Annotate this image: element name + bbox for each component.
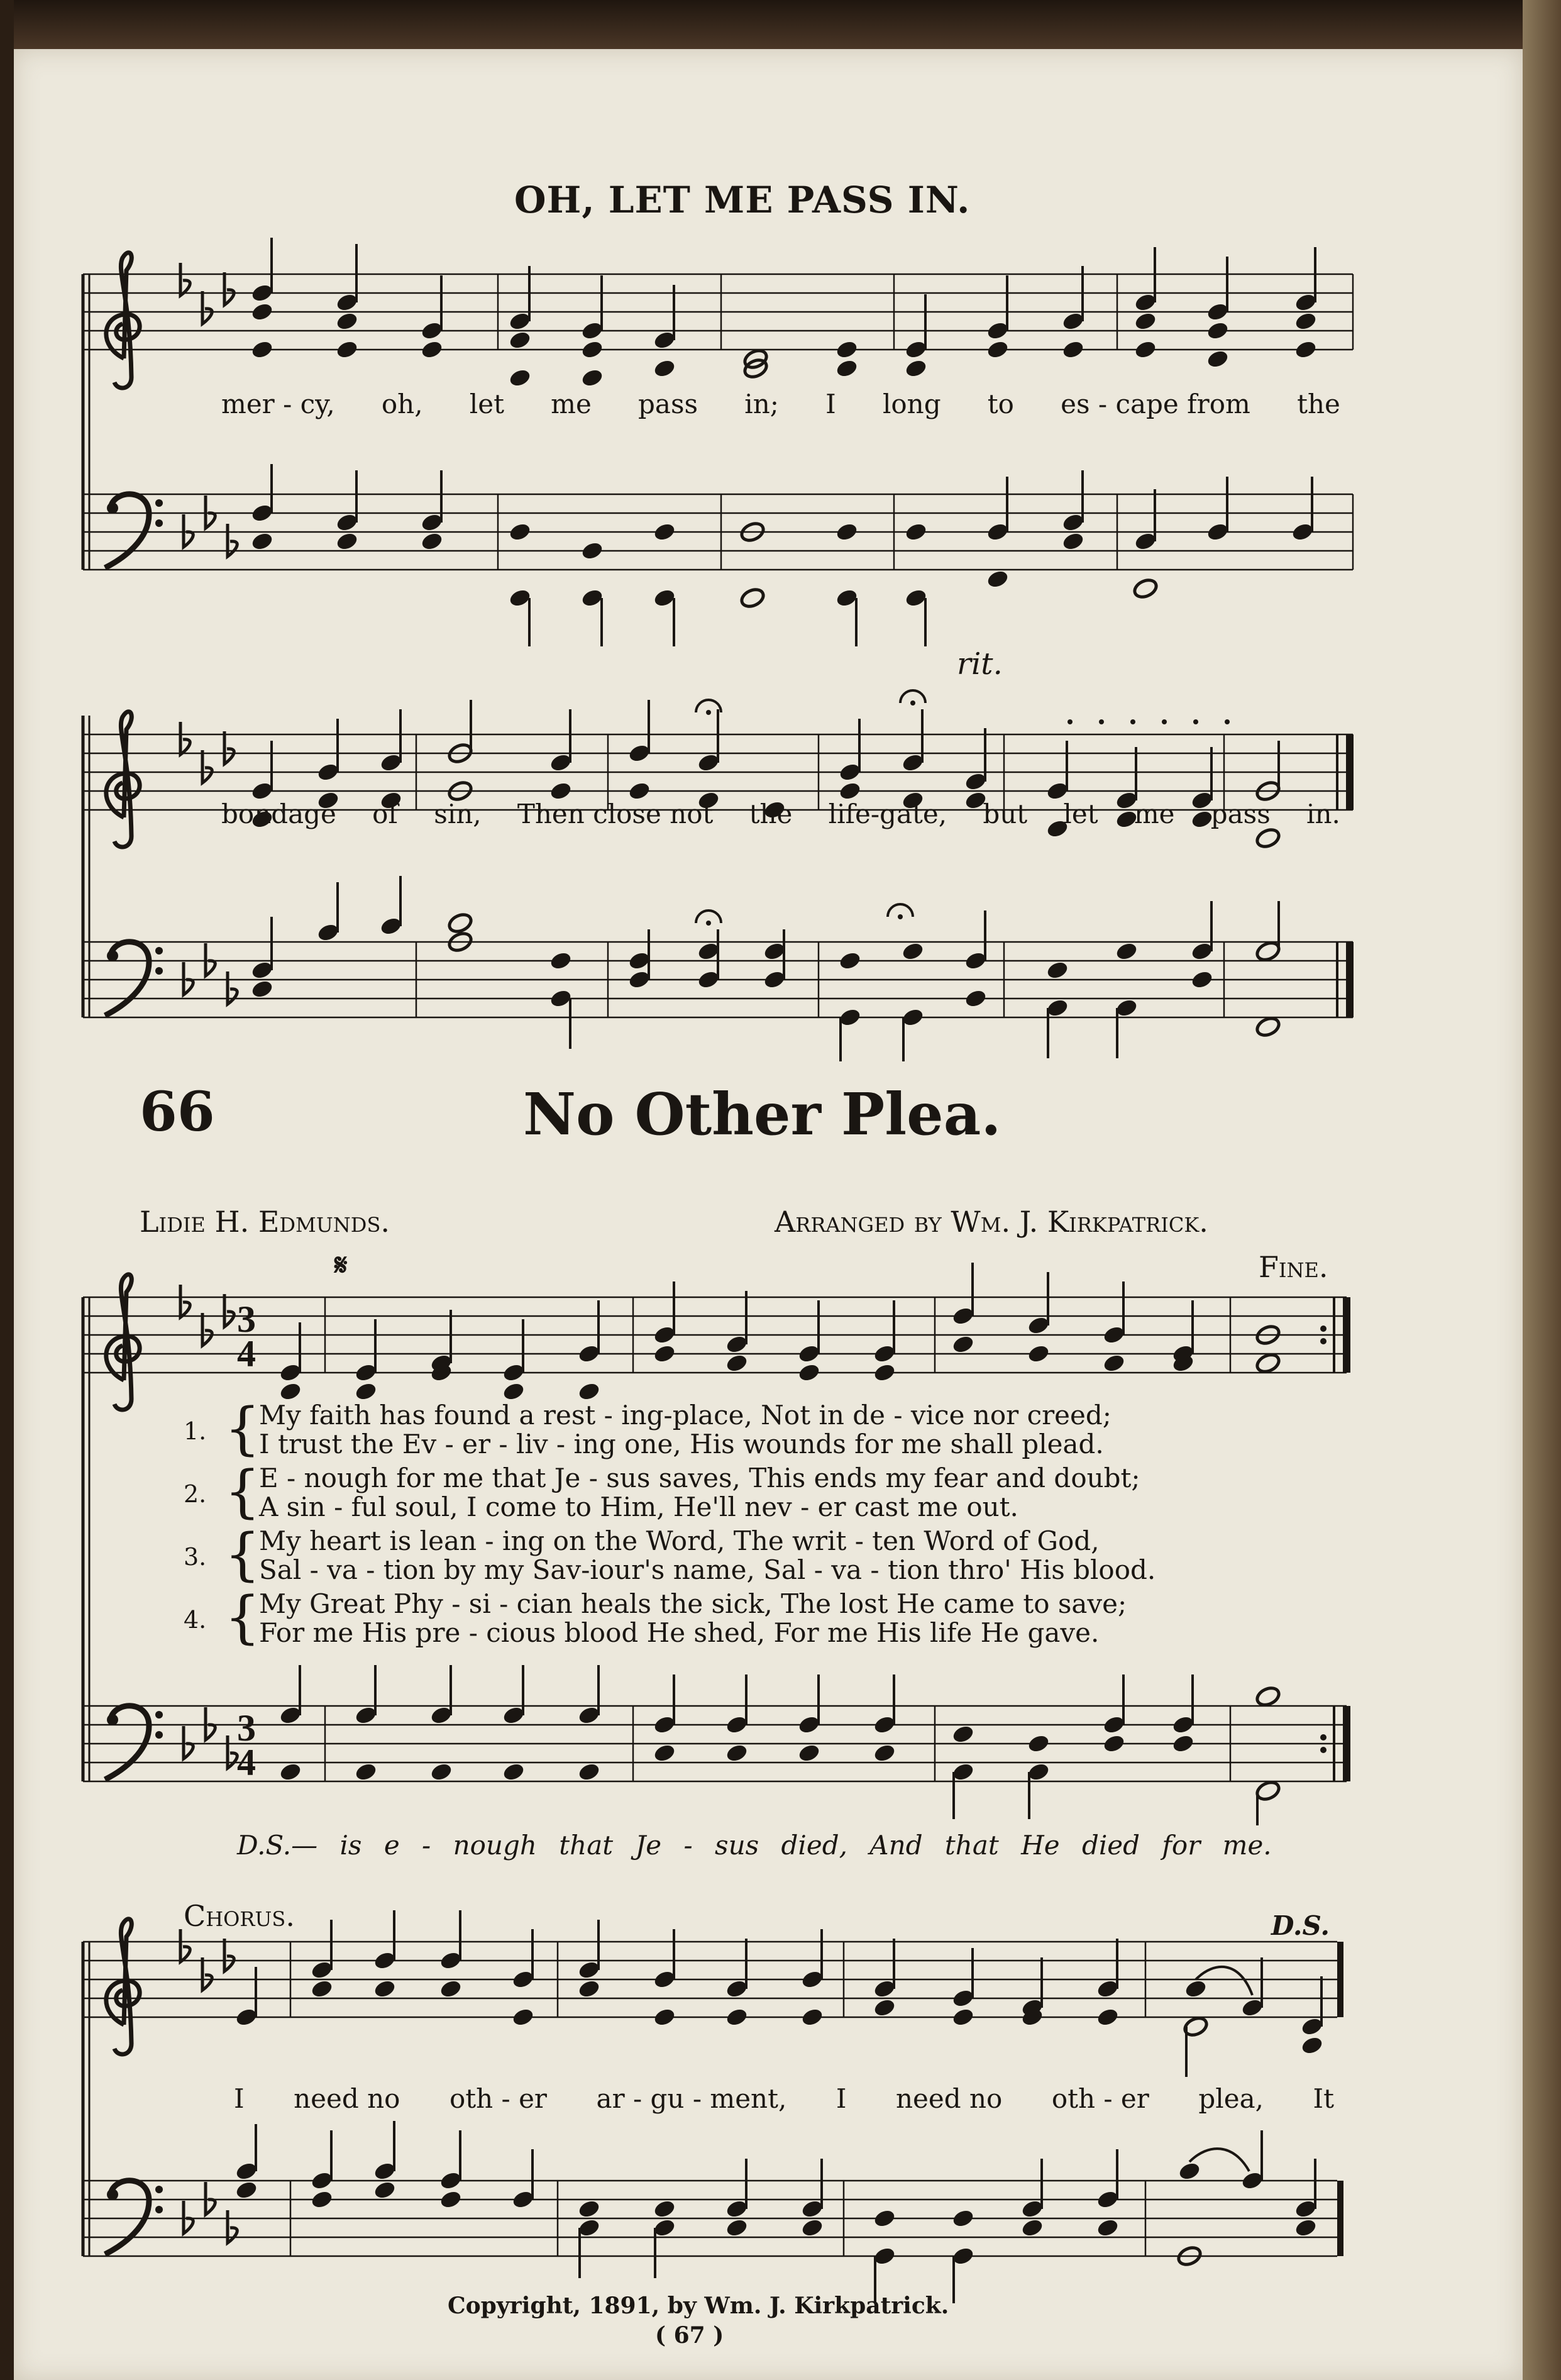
- verse-brace: {: [224, 1396, 261, 1462]
- rit-marking: rit.: [957, 646, 1003, 682]
- verse-line: I trust the Ev - er - liv - ing one, His wounds for me shall plead.: [259, 1429, 1104, 1459]
- verse-number: 4.: [184, 1606, 207, 1634]
- system-1: [83, 238, 1353, 646]
- ds-lyric-line: D.S.— is e - nough that Je - sus died, And that He died for me.: [237, 1830, 1272, 1861]
- verse-line: My faith has found a rest - ing-place, Not in de - vice nor creed;: [259, 1400, 1111, 1431]
- chorus-lyric-line: I need no oth - er ar - gu - ment, I need no oth - er plea, It: [234, 2083, 1334, 2114]
- hymn2-title: No Other Plea.: [523, 1080, 1001, 1148]
- hymnal-page: [14, 49, 1523, 2380]
- hymn1-lyric-line2: bondage of sin, Then close not the life-gate, but let me pass in.: [221, 799, 1340, 829]
- fine-marking: Fine.: [1259, 1250, 1328, 1284]
- hymn2-arranger: Arranged by Wm. J. Kirkpatrick.: [775, 1205, 1208, 1239]
- book-top-edge: [0, 0, 1561, 49]
- book-right-edge: [1523, 0, 1561, 2380]
- hymn-number: 66: [140, 1080, 215, 1144]
- verse-number: 1.: [184, 1417, 207, 1445]
- verse-line: For me His pre - cious blood He shed, For me His life He gave.: [259, 1617, 1100, 1648]
- verse-number: 2.: [184, 1480, 207, 1508]
- verse-1: [184, 1396, 1340, 1464]
- verse-line: E - nough for me that Je - sus saves, This ends my fear and doubt;: [259, 1463, 1140, 1493]
- book-binding: [0, 0, 14, 2380]
- verse-4: [184, 1585, 1340, 1652]
- verse-3: [184, 1522, 1340, 1590]
- verse-line: My heart is lean - ing on the Word, The writ - ten Word of God,: [259, 1525, 1100, 1556]
- svg-text:3: 3: [237, 1707, 256, 1749]
- verse-line: A sin - ful soul, I come to Him, He'll nev - er cast me out.: [259, 1492, 1018, 1522]
- system-2: [83, 690, 1353, 1061]
- copyright-notice: Copyright, 1891, by Wm. J. Kirkpatrick.: [448, 2293, 949, 2319]
- ds-marking: D.S.: [1271, 1910, 1330, 1941]
- hymn2-author: Lidie H. Edmunds.: [140, 1205, 390, 1239]
- verse-brace: {: [224, 1459, 261, 1525]
- svg-text:4: 4: [237, 1742, 256, 1783]
- verse-line: My Great Phy - si - cian heals the sick, The lost He came to save;: [259, 1588, 1127, 1619]
- page-number: ( 67 ): [655, 2322, 724, 2349]
- verse-brace: {: [224, 1522, 261, 1588]
- hymn1-title: OH, LET ME PASS IN.: [514, 179, 971, 221]
- svg-text:𝄋: 𝄋: [334, 1249, 348, 1282]
- verse-number: 3.: [184, 1543, 207, 1571]
- verse-brace: {: [224, 1585, 261, 1651]
- hymn1-lyric-line1: mer - cy, oh, let me pass in; I long to es - cape from the: [221, 389, 1340, 419]
- svg-text:4: 4: [237, 1333, 256, 1375]
- verses-block: [184, 1396, 1340, 1652]
- verse-line: Sal - va - tion by my Sav-iour's name, Sal - va - tion thro' His blood.: [259, 1554, 1156, 1585]
- svg-text:3: 3: [237, 1298, 256, 1340]
- verse-2: [184, 1459, 1340, 1527]
- chorus-label: Chorus.: [184, 1899, 295, 1933]
